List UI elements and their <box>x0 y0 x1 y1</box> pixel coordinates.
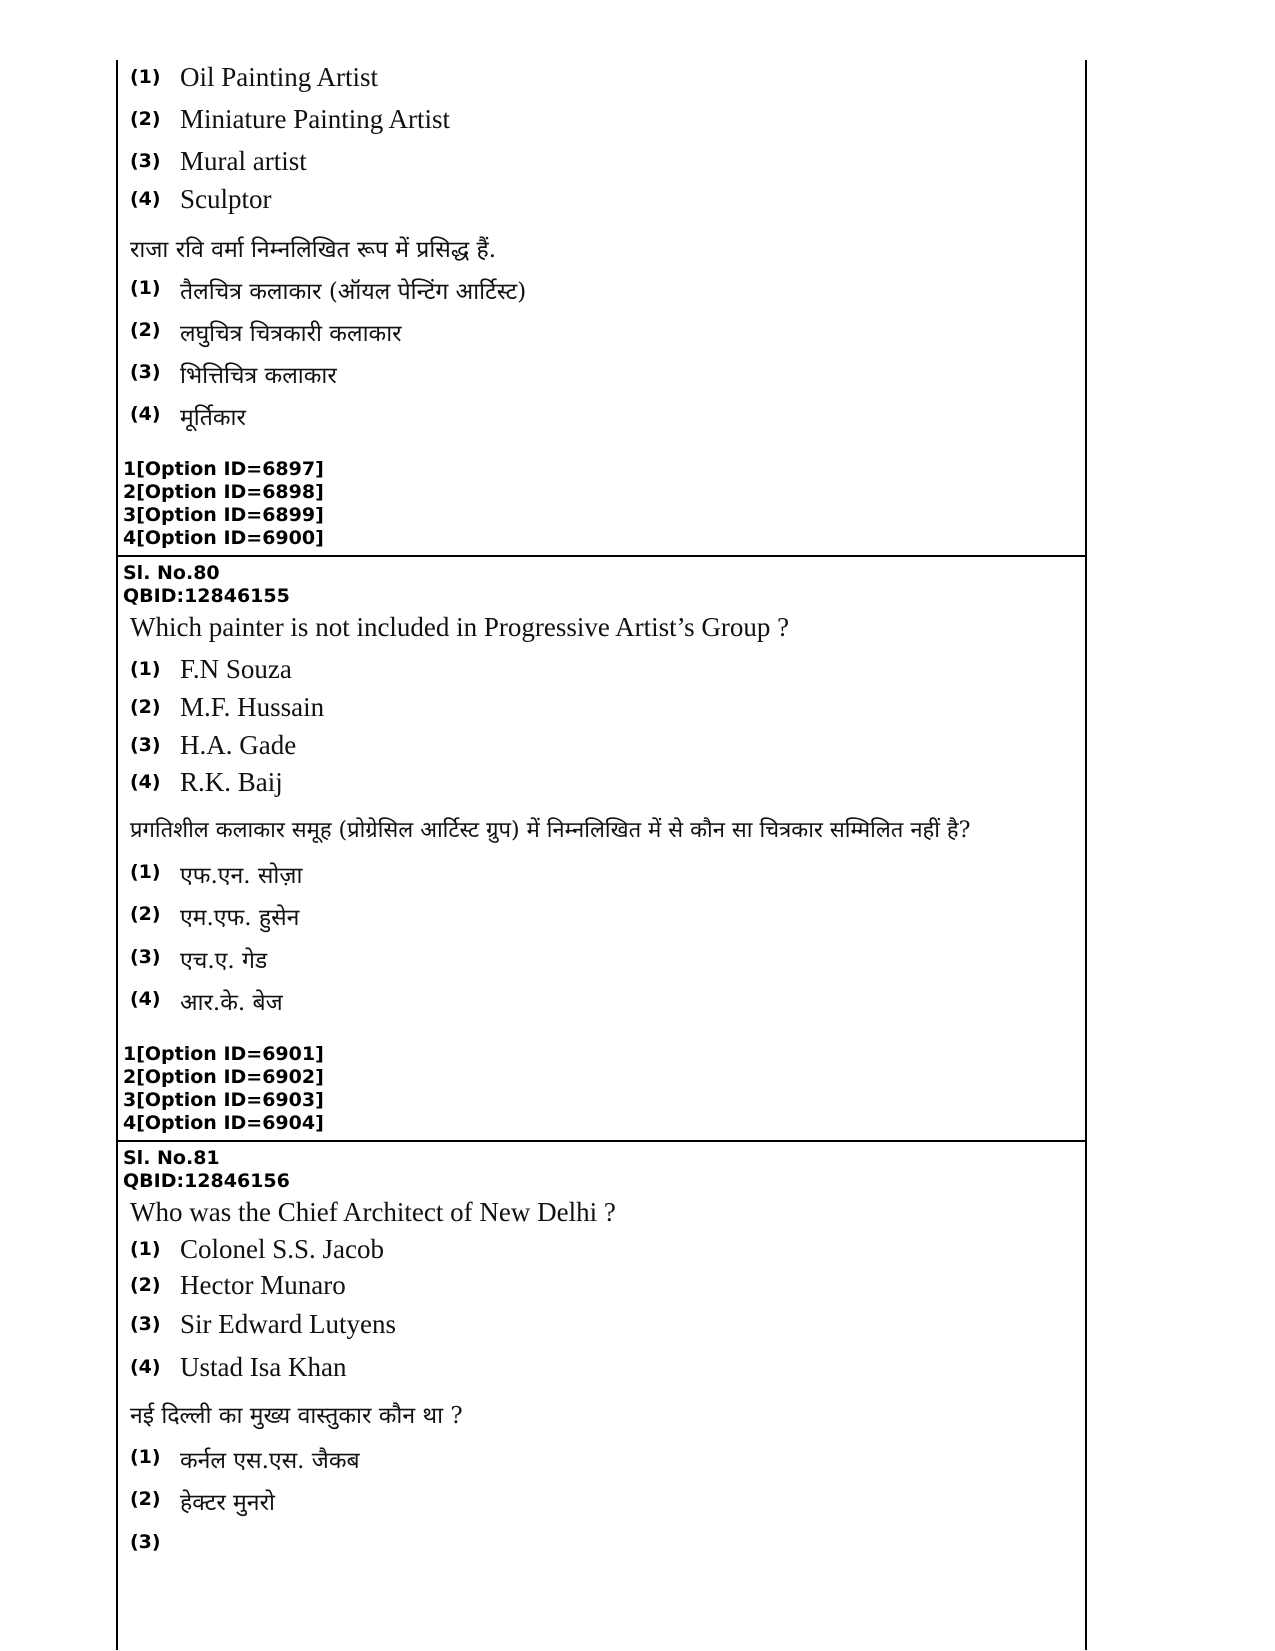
q80-option-id-3: 3[Option ID=6903] <box>123 1089 324 1111</box>
q80-en-question: Which painter is not included in Progressive Artist’s Group ? <box>130 612 790 642</box>
q79-option-id-4: 4[Option ID=6900] <box>123 527 324 549</box>
q80-sl-no: Sl. No.80 <box>123 562 220 584</box>
q81-en-question: Who was the Chief Architect of New Delhi ? <box>130 1197 616 1227</box>
q80-option-id-4: 4[Option ID=6904] <box>123 1112 324 1134</box>
exam-page: (1) Oil Painting Artist (2) Miniature Painting Artist (3) Mural artist (4) Sculptor राजा रवि वर्मा निम्नलिखित रूप में प्रसिद्ध हैं. (1) तैलचित्र कलाकार (ऑयल पेन्टिंग आर्टिस्ट) (2) लघुचित्र चित्रकारी कलाकार (3) भित्तिचित्र कलाकार (4) मूर्तिकार 1[Option ID=6897] 2[Option ID=6898] 3[Option ID=6899] 4[Option ID=6900] Sl. No.80 QBID:12846155 Which painter is not included in Progressive Artist’s Group ? (1) F.N Souza (2) M.F. Hussain (3) H.A. Gade (4) R.K. Baij प्रगतिशील कलाकार समूह (प्रोग्रेसिल आर्टिस्ट ग्रुप) में निम्नलिखित में से कौन सा चित्रकार सम्मिलित नहीं है? (1) एफ.एन. सोज़ा (2) एम.एफ. हुसेन (3) एच.ए. गेड (4) आर.के. बेज 1[Option ID=6901] 2[Option ID=6902] 3[Option ID=6903] 4[Option ID=6904] Sl. No.81 QBID:12846156 Who was the Chief Architect of New Delhi ? (1) Colonel S.S. Jacob (2) Hector Munaro (3) Sir Edward Lutyens (4) Ustad Isa Khan नई दिल्ली का मुख्य वास्तुकार कौन था ? (1) कर्नल एस.एस. जैकब (2) हेक्टर मुनरो (3) <box>0 0 1275 1651</box>
divider-q80-q81 <box>116 1140 1086 1142</box>
q80-option-id-1: 1[Option ID=6901] <box>123 1043 324 1065</box>
q80-qbid: QBID:12846155 <box>123 585 290 607</box>
q81-qbid: QBID:12846156 <box>123 1170 290 1192</box>
divider-q79-q80 <box>116 555 1086 557</box>
q79-option-id-3: 3[Option ID=6899] <box>123 504 324 526</box>
q80-hi-question: प्रगतिशील कलाकार समूह (प्रोग्रेसिल आर्टिस्ट ग्रुप) में निम्नलिखित में से कौन सा चित्रकार सम्मिलित नहीं है? <box>130 818 971 843</box>
q81-hi-question: नई दिल्ली का मुख्य वास्तुकार कौन था ? <box>130 1403 463 1429</box>
right-border <box>1085 60 1087 1650</box>
q79-option-id-2: 2[Option ID=6898] <box>123 481 324 503</box>
q79-option-id-1: 1[Option ID=6897] <box>123 458 324 480</box>
q79-hi-question: राजा रवि वर्मा निम्नलिखित रूप में प्रसिद्ध हैं. <box>130 237 497 263</box>
left-border <box>116 60 118 1650</box>
q81-sl-no: Sl. No.81 <box>123 1147 220 1169</box>
q80-option-id-2: 2[Option ID=6902] <box>123 1066 324 1088</box>
